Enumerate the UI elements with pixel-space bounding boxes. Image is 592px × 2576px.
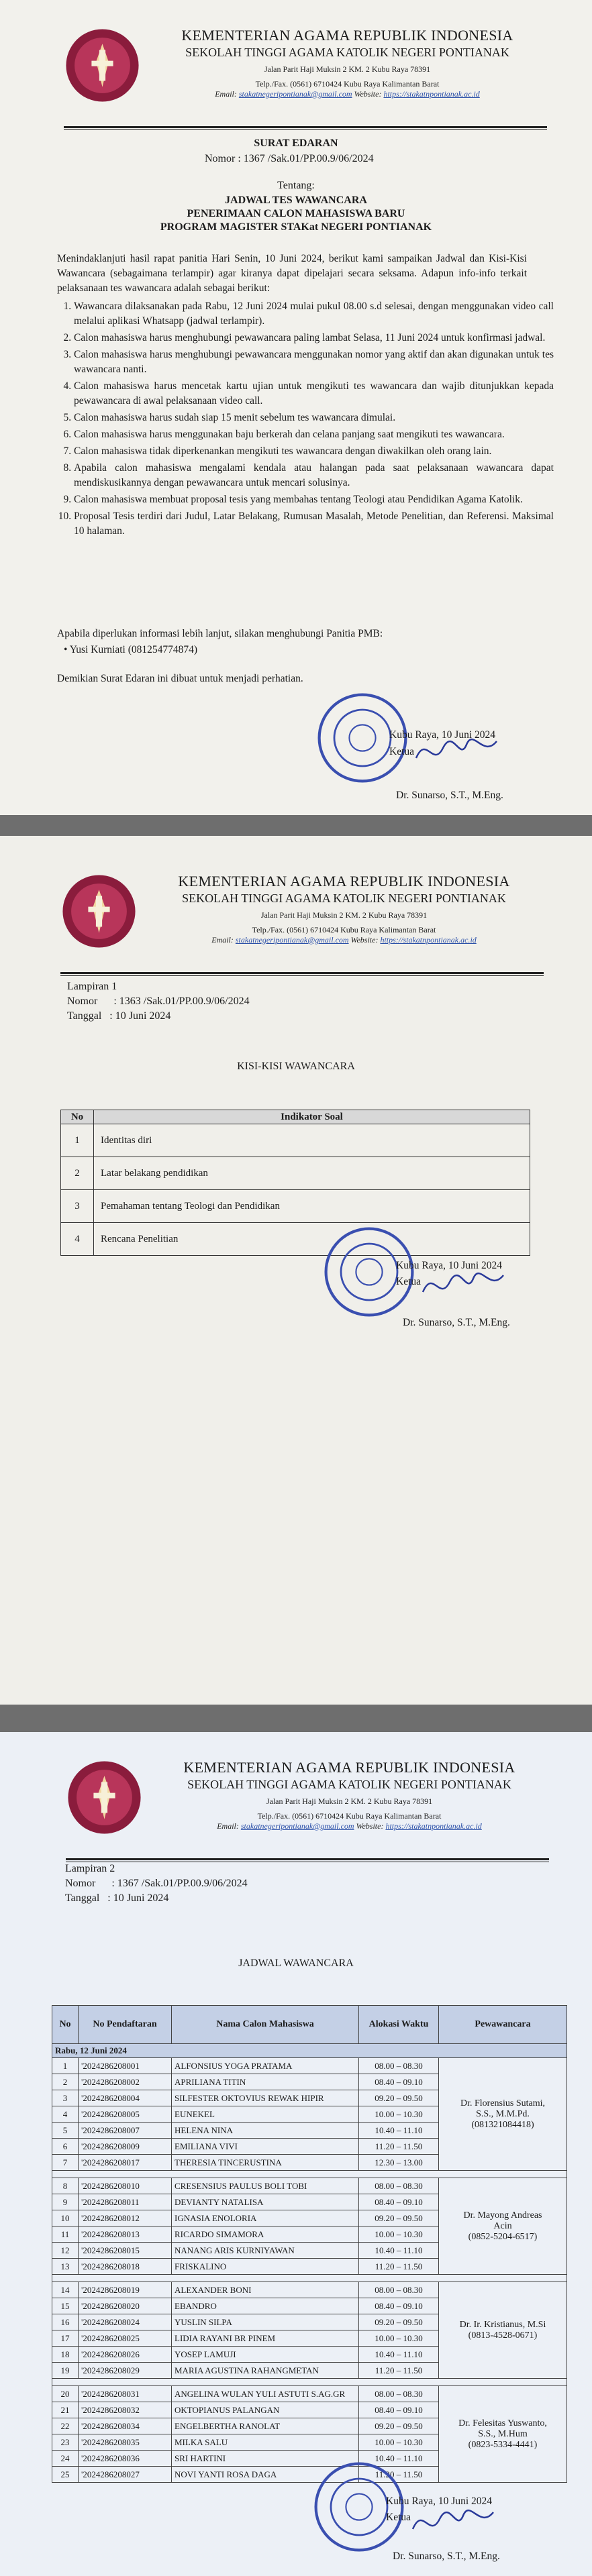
row-no: 8	[52, 2178, 79, 2194]
row-no: 3	[52, 2090, 79, 2106]
institution-logo-icon	[60, 873, 138, 950]
schedule-table	[52, 2005, 567, 2483]
row-registration: '2024286208002	[79, 2074, 172, 2090]
website-link[interactable]: https://stakatnpontianak.ac.id	[385, 1821, 482, 1831]
row-no: 1	[52, 2058, 79, 2074]
signature-place-date: Kubu Raya, 10 Juni 2024	[396, 1260, 503, 1271]
table-row	[52, 2282, 567, 2298]
email-link[interactable]: stakatnegeripontianak@gmail.com	[235, 935, 349, 945]
row-name: NOVI YANTI ROSA DAGA	[172, 2467, 359, 2483]
row-name: YUSLIN SILPA	[172, 2314, 359, 2330]
row-no: 5	[52, 2123, 79, 2139]
row-registration: '2024286208015	[79, 2243, 172, 2259]
interviewer-cell	[439, 2282, 567, 2379]
table-row: 3 Pemahaman tentang Teologi dan Pendidikan	[61, 1190, 530, 1223]
row-registration: '2024286208019	[79, 2282, 172, 2298]
row-time: 08.00 – 08.30	[359, 2058, 439, 2074]
row-name: EMILIANA VIVI	[172, 2139, 359, 2155]
row-name: SRI HARTINI	[172, 2451, 359, 2467]
row-registration: '2024286208013	[79, 2226, 172, 2243]
interviewer-cell	[439, 2058, 567, 2171]
letterhead-institution: SEKOLAH TINGGI AGAMA KATOLIK NEGERI PONTIANAK	[182, 892, 506, 905]
row-no: 24	[52, 2451, 79, 2467]
attachment-date: Tanggal : 10 Juni 2024	[65, 1892, 169, 1904]
attachment-title: KISI-KISI WAWANCARA	[237, 1061, 355, 1072]
row-registration: '2024286208017	[79, 2155, 172, 2171]
letterhead-divider	[66, 1858, 549, 1862]
signature-role: Ketua	[396, 1276, 422, 1287]
row-name: THERESIA TINCERUSTINA	[172, 2155, 359, 2171]
row-no: 15	[52, 2298, 79, 2314]
day-row	[52, 2044, 567, 2058]
interviewer-line: S.S., M.M.Pd.	[476, 2108, 530, 2119]
attachment-number: Nomor : 1367 /Sak.01/PP.00.9/06/2024	[65, 1878, 248, 1889]
row-time: 10.00 – 10.30	[359, 2330, 439, 2347]
signature-place-date: Kubu Raya, 10 Juni 2024	[386, 2496, 493, 2507]
signature-role: Ketua	[386, 2512, 411, 2523]
letter-number: Nomor : 1367 /Sak.01/PP.00.9/06/2024	[205, 153, 374, 164]
email-link[interactable]: stakatnegeripontianak@gmail.com	[240, 1821, 354, 1831]
letterhead-contact: Email: stakatnegeripontianak@gmail.com Website: https://stakatnpontianak.ac.id	[217, 1821, 482, 1831]
row-name: ALEXANDER BONI	[172, 2282, 359, 2298]
letterhead-address: Jalan Parit Haji Muksin 2 KM. 2 Kubu Raya 78391	[260, 910, 428, 920]
row-no: 16	[52, 2314, 79, 2330]
row-registration: '2024286208001	[79, 2058, 172, 2074]
signature-role: Ketua	[389, 746, 415, 757]
row-time: 09.20 – 09.50	[359, 2314, 439, 2330]
page-surat-edaran	[0, 0, 592, 815]
row-registration: '2024286208018	[79, 2259, 172, 2275]
page-lampiran-1	[0, 836, 592, 1705]
row-time: 09.20 – 09.50	[359, 2090, 439, 2106]
row-name: ANGELINA WULAN YULI ASTUTI S.AG.GR	[172, 2386, 359, 2402]
row-registration: '2024286208020	[79, 2298, 172, 2314]
list-item: 9. Calon mahasiswa membuat proposal tesis yang membahas tentang Teologi atau Pendidikan Agama Katolik.	[74, 492, 554, 507]
row-no: 7	[52, 2155, 79, 2171]
letter-subject-1: JADWAL TES WAWANCARA	[225, 195, 367, 206]
letterhead-address: Jalan Parit Haji Muksin 2 KM. 2 Kubu Raya 78391	[266, 1796, 433, 1806]
letterhead	[66, 1759, 549, 1860]
list-item: 10. Proposal Tesis terdiri dari Judul, Latar Belakang, Rumusan Masalah, Metode Penelitian, dan Referensi. Maksimal 10 halaman.	[74, 509, 554, 539]
website-link[interactable]: https://stakatnpontianak.ac.id	[383, 89, 480, 99]
row-time: 09.20 – 09.50	[359, 2210, 439, 2226]
interviewer-line: Dr. Florensius Sutami,	[460, 2098, 545, 2108]
letterhead-divider	[60, 972, 544, 976]
row-no: 11	[52, 2226, 79, 2243]
row-name: RICARDO SIMAMORA	[172, 2226, 359, 2243]
list-item: 7. Calon mahasiswa tidak diperkenankan mengikuti tes wawancara dengan diwakilkan oleh orang lain.	[74, 444, 554, 459]
letter-closing: Demikian Surat Edaran ini dibuat untuk menjadi perhatian.	[57, 673, 303, 684]
letterhead-phone: Telp./Fax. (0561) 6710424 Kubu Raya Kalimantan Barat	[257, 1811, 442, 1821]
signature-name: Dr. Sunarso, S.T., M.Eng.	[396, 790, 503, 801]
row-time: 11.20 – 11.50	[359, 2467, 439, 2483]
table-header	[52, 2006, 567, 2044]
row-no: 22	[52, 2418, 79, 2434]
header-registration: No Pendaftaran	[79, 2006, 172, 2044]
row-registration: '2024286208026	[79, 2347, 172, 2363]
interviewer-line: (0852-5204-6517)	[468, 2231, 538, 2242]
attachment-label: Lampiran 1	[67, 981, 117, 992]
letterhead-phone: Telp./Fax. (0561) 6710424 Kubu Raya Kalimantan Barat	[252, 925, 436, 934]
row-name: DEVIANTY NATALISA	[172, 2194, 359, 2210]
indicator-table	[60, 1110, 530, 1256]
letterhead-title: KEMENTERIAN AGAMA REPUBLIK INDONESIA	[181, 27, 513, 44]
row-no: 17	[52, 2330, 79, 2347]
letterhead-title: KEMENTERIAN AGAMA REPUBLIK INDONESIA	[183, 1759, 515, 1776]
table-header	[61, 1110, 530, 1124]
row-time: 10.00 – 10.30	[359, 2226, 439, 2243]
list-item: 4. Calon mahasiswa harus mencetak kartu ujian untuk mengikuti tes wawancara dan wajib ditunjukkan kepada pewawancara di awal pelaksanaan video call.	[74, 379, 554, 409]
row-time: 10.40 – 11.10	[359, 2347, 439, 2363]
row-registration: '2024286208011	[79, 2194, 172, 2210]
row-time: 10.40 – 11.10	[359, 2243, 439, 2259]
row-time: 10.00 – 10.30	[359, 2434, 439, 2451]
interviewer-line: (081321084418)	[471, 2119, 534, 2130]
letterhead-address: Jalan Parit Haji Muksin 2 KM. 2 Kubu Raya 78391	[264, 64, 431, 74]
letterhead-contact: Email: stakatnegeripontianak@gmail.com Website: https://stakatnpontianak.ac.id	[211, 935, 477, 945]
row-name: APRILIANA TITIN	[172, 2074, 359, 2090]
row-registration: '2024286208032	[79, 2402, 172, 2418]
row-registration: '2024286208027	[79, 2467, 172, 2483]
row-time: 08.40 – 09.10	[359, 2194, 439, 2210]
row-registration: '2024286208036	[79, 2451, 172, 2467]
row-name: CRESENSIUS PAULUS BOLI TOBI	[172, 2178, 359, 2194]
interviewer-line: Dr. Felesitas Yuswanto,	[458, 2418, 547, 2428]
row-no: 9	[52, 2194, 79, 2210]
list-item: 8. Apabila calon mahasiswa mengalami kendala atau halangan pada saat pelaksanaan wawancara dapat mendiskusikannya dengan pewawancara untuk mencari solusinya.	[74, 461, 554, 490]
header-interviewer: Pewawancara	[439, 2006, 567, 2044]
row-time: 08.00 – 08.30	[359, 2386, 439, 2402]
row-name: IGNASIA ENOLORIA	[172, 2210, 359, 2226]
attachment-date: Tanggal : 10 Juni 2024	[67, 1010, 171, 1022]
group-separator	[52, 2379, 567, 2386]
letterhead-title: KEMENTERIAN AGAMA REPUBLIK INDONESIA	[178, 873, 510, 890]
signature-icon	[409, 2502, 497, 2542]
page-lampiran-2	[0, 1732, 592, 2576]
letter-heading: SURAT EDARAN	[254, 138, 338, 149]
row-no: 25	[52, 2467, 79, 2483]
interviewer-line: Dr. Mayong Andreas	[463, 2210, 542, 2220]
row-name: HELENA NINA	[172, 2123, 359, 2139]
interviewer-cell	[439, 2178, 567, 2275]
row-time: 10.00 – 10.30	[359, 2106, 439, 2123]
group-separator	[52, 2171, 567, 2178]
row-no: 4	[52, 2106, 79, 2123]
schedule-day: Rabu, 12 Juni 2024	[52, 2044, 567, 2058]
attachment-number: Nomor : 1363 /Sak.01/PP.00.9/06/2024	[67, 996, 250, 1007]
letterhead-institution: SEKOLAH TINGGI AGAMA KATOLIK NEGERI PONTIANAK	[187, 1778, 511, 1791]
row-no: 18	[52, 2347, 79, 2363]
row-time: 08.40 – 09.10	[359, 2074, 439, 2090]
row-time: 09.20 – 09.50	[359, 2418, 439, 2434]
interviewer-line: Dr. Ir. Kristianus, M.Si	[459, 2319, 546, 2330]
email-link[interactable]: stakatnegeripontianak@gmail.com	[238, 89, 352, 99]
row-name: EUNEKEL	[172, 2106, 359, 2123]
signature-name: Dr. Sunarso, S.T., M.Eng.	[403, 1317, 510, 1328]
row-no: 21	[52, 2402, 79, 2418]
row-registration: '2024286208035	[79, 2434, 172, 2451]
table-row	[52, 2058, 567, 2074]
attachment-label: Lampiran 2	[65, 1863, 115, 1874]
row-registration: '2024286208009	[79, 2139, 172, 2155]
row-time: 08.40 – 09.10	[359, 2298, 439, 2314]
row-name: OKTOPIANUS PALANGAN	[172, 2402, 359, 2418]
row-registration: '2024286208025	[79, 2330, 172, 2347]
list-item: 2. Calon mahasiswa harus menghubungi pewawancara paling lambat Selasa, 11 Juni 2024 untuk konfirmasi jadwal.	[74, 331, 554, 345]
group-separator	[52, 2275, 567, 2282]
signature-place-date: Kubu Raya, 10 Juni 2024	[389, 729, 496, 741]
row-name: MARIA AGUSTINA RAHANGMETAN	[172, 2363, 359, 2379]
row-time: 11.20 – 11.50	[359, 2139, 439, 2155]
row-name: ALFONSIUS YOGA PRATAMA	[172, 2058, 359, 2074]
letter-subject-3: PROGRAM MAGISTER STAKat NEGERI PONTIANAK	[160, 221, 432, 233]
row-no: 13	[52, 2259, 79, 2275]
row-time: 10.40 – 11.10	[359, 2123, 439, 2139]
interviewer-line: S.S., M.Hum	[478, 2428, 528, 2439]
header-no: No	[52, 2006, 79, 2044]
interviewer-cell	[439, 2386, 567, 2483]
row-registration: '2024286208031	[79, 2386, 172, 2402]
table-row	[52, 2178, 567, 2194]
row-registration: '2024286208029	[79, 2363, 172, 2379]
row-name: LIDIA RAYANI BR PINEM	[172, 2330, 359, 2347]
row-time: 10.40 – 11.10	[359, 2451, 439, 2467]
row-time: 11.20 – 11.50	[359, 2259, 439, 2275]
letter-items	[57, 299, 554, 541]
attachment-title: JADWAL WAWANCARA	[238, 1957, 354, 1969]
table-row: 1 Identitas diri	[61, 1124, 530, 1157]
row-name: ENGELBERTHA RANOLAT	[172, 2418, 359, 2434]
row-time: 11.20 – 11.50	[359, 2363, 439, 2379]
row-registration: '2024286208004	[79, 2090, 172, 2106]
row-time: 08.00 – 08.30	[359, 2178, 439, 2194]
row-no: 12	[52, 2243, 79, 2259]
row-no: 23	[52, 2434, 79, 2451]
row-time: 08.40 – 09.10	[359, 2402, 439, 2418]
schedule-body	[52, 2058, 567, 2483]
letter-subject-2: PENERIMAAN CALON MAHASISWA BARU	[187, 208, 405, 219]
row-registration: '2024286208005	[79, 2106, 172, 2123]
institution-logo-icon	[64, 27, 141, 104]
letter-intro: Menindaklanjuti hasil rapat panitia Hari Senin, 10 Juni 2024, berikut kami sampaikan Jadwal dan Kisi-Kisi Wawancara (sebagaimana terlampir) agar kiranya dapat dipelajari secara seksama. Adapun info-info terkait pelaksanaan tes wawancara adalah sebagai berikut:	[57, 253, 527, 294]
row-name: SILFESTER OKTOVIUS REWAK HIPIR	[172, 2090, 359, 2106]
letterhead	[60, 873, 544, 973]
row-registration: '2024286208034	[79, 2418, 172, 2434]
row-no: 2	[52, 2074, 79, 2090]
list-item: 3. Calon mahasiswa harus menghubungi pewawancara menggunakan nomor yang aktif dan akan digunakan untuk tes wawancara nanti.	[74, 347, 554, 377]
header-indicator: Indikator Soal	[94, 1110, 530, 1124]
table-row	[52, 2386, 567, 2402]
signature-name: Dr. Sunarso, S.T., M.Eng.	[393, 2551, 500, 2562]
letterhead	[64, 27, 547, 127]
row-no: 10	[52, 2210, 79, 2226]
letterhead-phone: Telp./Fax. (0561) 6710424 Kubu Raya Kalimantan Barat	[255, 79, 440, 89]
table-row: 4 Rencana Penelitian	[61, 1223, 530, 1256]
interviewer-line: (0813-4528-0671)	[468, 2330, 538, 2341]
row-no: 14	[52, 2282, 79, 2298]
list-item: 5. Calon mahasiswa harus sudah siap 15 menit sebelum tes wawancara dimulai.	[74, 411, 554, 425]
row-no: 20	[52, 2386, 79, 2402]
row-name: MILKA SALU	[172, 2434, 359, 2451]
row-no: 6	[52, 2139, 79, 2155]
contact-person: • Yusi Kurniati (081254774874)	[64, 644, 198, 655]
row-registration: '2024286208010	[79, 2178, 172, 2194]
letter-subject-label: Tentang:	[277, 180, 315, 191]
row-name: YOSEP LAMUJI	[172, 2347, 359, 2363]
row-time: 12.30 – 13.00	[359, 2155, 439, 2171]
row-registration: '2024286208012	[79, 2210, 172, 2226]
header-no: No	[61, 1110, 94, 1124]
row-registration: '2024286208007	[79, 2123, 172, 2139]
row-name: NANANG ARIS KURNIYAWAN	[172, 2243, 359, 2259]
list-item: 6. Calon mahasiswa harus menggunakan baju berkerah dan celana panjang saat mengikuti tes wawancara.	[74, 427, 554, 442]
row-name: EBANDRO	[172, 2298, 359, 2314]
letterhead-divider	[64, 126, 547, 130]
official-stamp-icon	[322, 1225, 416, 1319]
row-no: 19	[52, 2363, 79, 2379]
row-name: FRISKALINO	[172, 2259, 359, 2275]
list-item: 1. Wawancara dilaksanakan pada Rabu, 12 Juni 2024 mulai pukul 08.00 s.d selesai, dengan menggunakan video call melalui aplikasi Whatsapp (jadwal terlampir).	[74, 299, 554, 329]
row-registration: '2024286208024	[79, 2314, 172, 2330]
row-time: 08.00 – 08.30	[359, 2282, 439, 2298]
website-link[interactable]: https://stakatnpontianak.ac.id	[380, 935, 477, 945]
interviewer-line: (0823-5334-4441)	[468, 2439, 538, 2450]
header-time: Alokasi Waktu	[359, 2006, 439, 2044]
institution-logo-icon	[66, 1759, 143, 1836]
letterhead-contact: Email: stakatnegeripontianak@gmail.com Website: https://stakatnpontianak.ac.id	[215, 89, 480, 99]
letterhead-institution: SEKOLAH TINGGI AGAMA KATOLIK NEGERI PONTIANAK	[185, 46, 509, 59]
table-row: 2 Latar belakang pendidikan	[61, 1157, 530, 1190]
contact-intro: Apabila diperlukan informasi lebih lanjut, silakan menghubungi Panitia PMB:	[57, 628, 383, 639]
interviewer-line: Acin	[493, 2220, 512, 2231]
header-name: Nama Calon Mahasiswa	[172, 2006, 359, 2044]
